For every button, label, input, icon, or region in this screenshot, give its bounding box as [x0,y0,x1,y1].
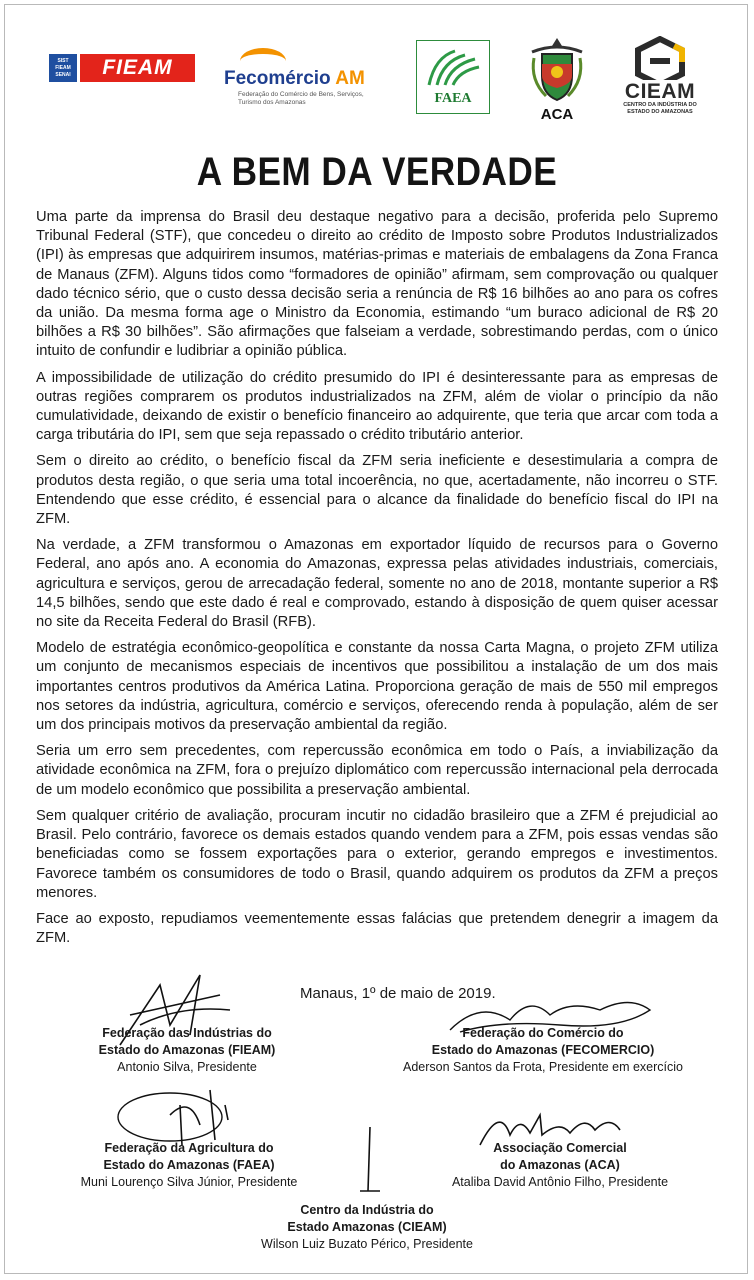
page-title: A BEM DA VERDADE [196,150,558,194]
signatory-org: Estado do Amazonas (FAEA) [103,1158,275,1172]
signatory-cieam [222,1202,512,1253]
date-line: Manaus, 1º de maio de 2019. [300,985,496,1002]
aca-wordmark: ACA [540,106,574,123]
fieam-logo [49,54,195,82]
signatory-person: Wilson Luiz Buzato Périco, Presidente [261,1237,473,1251]
signatory-faea [54,1140,324,1191]
signatory-person: Antonio Silva, Presidente [117,1060,257,1074]
cieam-wordmark: CIEAM [624,80,696,103]
cieam-subtitle: CENTRO DA INDÚSTRIA DO ESTADO DO AMAZONAS [623,102,697,115]
paragraph: Seria um erro sem precedentes, com repercussão econômica em todo o País, a inviabilização da atividade econômica na ZFM, fora o prejuízo diplomático com repercussão internacional pela derrocada de um modelo econômico que possibilita a preservação ambiental. [36,743,718,798]
article-body [36,208,718,955]
faea-leaves-icon [425,47,481,87]
fecomercio-logo [224,46,394,106]
signatory-org: Estado do Amazonas (FECOMERCIO) [431,1043,655,1057]
fecomercio-subtitle: Federação do Comércio de Bens, Serviços, Turismo dos Amazonas [238,91,364,106]
paragraph: Sem o direito ao crédito, o benefício fiscal da ZFM seria ineficiente e desestimularia a compra de produtos desta região, o que seria uma total incoerência, no que, acertadamente, não incorreu o STF. Entendendo que esse crédito, é essencial para o alcance da finalidade do benefício fiscal do IPI na ZFM. [36,453,718,528]
signatory-fecomercio [388,1025,698,1076]
fieam-wordmark: FIEAM [80,54,195,82]
sistema-line: SIST [57,57,69,64]
signatory-org: Federação da Agricultura do [104,1141,274,1155]
paragraph: Na verdade, a ZFM transformou o Amazonas em exportador líquido de recursos para o Governo Federal, ano após ano. A economia do Amazonas, expressa pelas atividades industriais, comerciais, agricultura e serviços, gerou de arrecadação federal, somente no ano de 2018, montante superior a R$ 14,5 bilhões, sendo que este dado é real e comprovado, estando à disposição de quem quiser acessar no site da Receita Federal do Brasil (RFB). [36,537,718,631]
signatory-person: Aderson Santos da Frota, Presidente em exercício [402,1060,683,1074]
paragraph: Modelo de estratégia econômico-geopolítica e constante da nossa Carta Magna, o projeto ZFM utiliza um conjunto de mecanismos especiais de incentivos que possibilitou a instalação de um dos mais importantes centros produtivos da América Latina. Proporciona geração de mais de 550 mil empregos nos setores da indústria, agricultura, comércio e serviços, oferecendo renda à população, além de ser um dos principais motivos da preservação ambiental da região. [36,640,718,734]
sistema-line: SENAI [55,71,71,78]
cieam-logo [614,36,706,118]
paragraph: Sem qualquer critério de avaliação, procuram incutir no cidadão brasileiro que a ZFM é prejudicial ao Brasil. Pelo contrário, favorece os demais estados quando vendem para a ZFM, pois essas vendas são beneficiadas como se fossem exportações para o exterior, gerando empregos e investimentos. Favorece também os consumidores de todo o Brasil, quando adquirem os produtos da ZFM a preços menores. [36,807,718,901]
signatory-org: Centro da Indústria do [300,1203,434,1217]
signatory-org: Federação do Comércio do [462,1026,624,1040]
sistema-fieam-badge [49,54,77,82]
signatory-person: Muni Lourenço Silva Júnior, Presidente [80,1175,298,1189]
signatory-org: Federação das Indústrias do [102,1026,272,1040]
signatory-person: Ataliba David Antônio Filho, Presidente [451,1175,669,1189]
fecomercio-name: Fecomércio [224,68,331,89]
fecomercio-wordmark [224,68,365,90]
paragraph: A impossibilidade de utilização do crédito presumido do IPI é desinteressante para as empresas de outras regiões comprarem os produtos industrializados na ZFM, além de violar o princípio da não cumulatividade, deixando de existir o benefício financeiro ao adquirente, que teria que arcar com toda a carga tributária do IPI, sem que seja repassado o crédito tributário anterior. [36,369,718,444]
cieam-hexagon-icon [614,36,706,80]
signatory-aca [400,1140,720,1191]
aca-logo [528,36,586,126]
signatory-org: Estado Amazonas (CIEAM) [287,1220,447,1234]
paragraph: Face ao exposto, repudiamos veementemente essas falácias que pretendem denegrir a imagem da ZFM. [36,910,718,947]
sistema-line: FIEAM [55,64,71,71]
signatory-fieam [62,1025,312,1076]
signatory-org: do Amazonas (ACA) [500,1158,620,1172]
paragraph: Uma parte da imprensa do Brasil deu destaque negativo para a decisão, proferida pelo Supremo Tribunal Federal (STF), que concedeu o direito ao crédito de Imposto sobre Produtos Industrializados (IPI) às empresas que adquirirem insumos, matérias-primas e materiais de embalagens da Zona Franca de Manaus (ZFM). Alguns tidos como “formadores de opinião” afirmam, sem comprovação ou qualquer dado técnico sério, que o custo dessa decisão seria a renúncia de R$ 16 bilhões ao ano para os cofres da união. Da mesma forma age o Ministro da Economia, estimando “um buraco adicional de R$ 20 bilhões a R$ 30 bilhões”. São afirmações que falseiam a verdade, sobrestimando perdas, com o único intuito de confundir e ludibriar a opinião pública. [36,209,718,360]
fecomercio-suffix: AM [335,68,365,89]
signatory-org: Estado do Amazonas (FIEAM) [98,1043,276,1057]
faea-wordmark: FAEA [434,91,472,106]
aca-coat-of-arms-icon [528,36,586,104]
faea-logo [416,40,490,114]
logo-bar [44,36,714,126]
signatory-org: Associação Comercial [493,1141,627,1155]
